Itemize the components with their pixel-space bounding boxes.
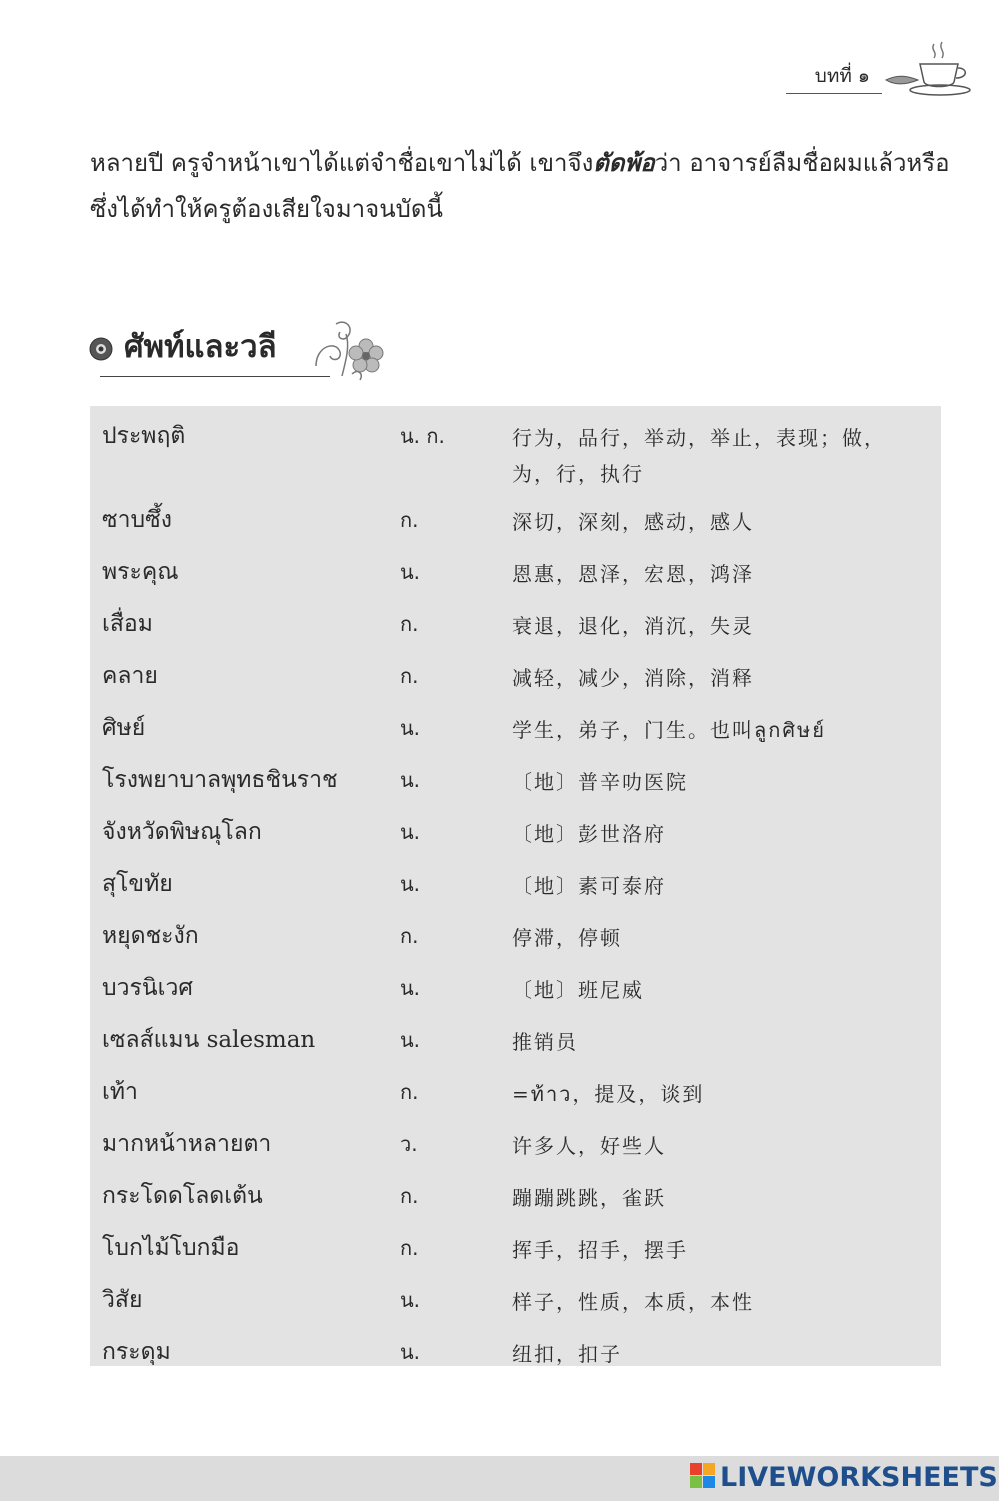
vocab-meaning: 蹦蹦跳跳，雀跃 xyxy=(512,1186,666,1210)
vocab-part-of-speech: ก. xyxy=(400,612,419,636)
flower-bullet-icon xyxy=(88,336,114,362)
vocab-row xyxy=(90,1218,941,1270)
vocab-word: โบกไม้โบกมือ xyxy=(102,1235,240,1261)
vocab-meaning: 停滞，停顿 xyxy=(512,926,622,950)
logo-square xyxy=(703,1463,715,1475)
vocab-row xyxy=(90,1010,941,1062)
vocab-word: วิสัย xyxy=(102,1287,143,1313)
vocab-part-of-speech: ก. xyxy=(400,508,419,532)
logo-square xyxy=(690,1476,702,1488)
vocab-word: หยุดชะงัก xyxy=(102,923,199,949)
liveworksheets-watermark xyxy=(690,1460,998,1496)
vocab-row xyxy=(90,958,941,1010)
vocab-word: โรงพยาบาลพุทธชินราช xyxy=(102,767,338,793)
vocab-meaning: 〔地〕班尼威 xyxy=(512,978,644,1002)
vocab-part-of-speech: ว. xyxy=(400,1132,418,1156)
vocab-row xyxy=(90,750,941,802)
vocab-part-of-speech: น. xyxy=(400,1288,421,1312)
coffee-cup-icon xyxy=(884,40,974,100)
vocab-meaning: 衰退，退化，消沉，失灵 xyxy=(512,614,754,638)
vocab-meaning: 减轻，减少，消除，消释 xyxy=(512,666,754,690)
vocabulary-table xyxy=(90,406,941,1366)
vocab-part-of-speech: น. xyxy=(400,872,421,896)
flower-ornament-icon xyxy=(306,316,396,386)
vocab-word: มากหน้าหลายตา xyxy=(102,1131,272,1157)
paragraph-line-1 xyxy=(90,140,950,186)
vocab-meaning: 许多人，好些人 xyxy=(512,1134,666,1158)
vocab-word: เสื่อม xyxy=(102,611,153,637)
vocab-meaning: 纽扣，扣子 xyxy=(512,1342,622,1366)
vocab-meaning: 〔地〕彭世洛府 xyxy=(512,822,666,846)
vocab-meaning: 恩惠，恩泽，宏恩，鸿泽 xyxy=(512,562,754,586)
paragraph-line-1-start: หลายปี ครูจำหน้าเขาได้แต่จำชื่อเขาไม่ได้ เขาจึง xyxy=(90,149,594,177)
vocab-row xyxy=(90,1270,941,1322)
vocab-part-of-speech: ก. xyxy=(400,924,419,948)
logo-square xyxy=(690,1463,702,1475)
vocab-row xyxy=(90,490,941,542)
paragraph-line-2: ซึ่งได้ทำให้ครูต้องเสียใจมาจนบัดนี้ xyxy=(90,195,443,223)
vocab-word: พระคุณ xyxy=(102,559,179,585)
vocab-part-of-speech: ก. xyxy=(400,664,419,688)
vocab-row xyxy=(90,1166,941,1218)
vocab-meaning: 学生，弟子，门生。也叫ลูกศิษย์ xyxy=(512,718,826,742)
vocab-word: ประพฤติ xyxy=(102,423,186,449)
vocab-word: บวรนิเวศ xyxy=(102,975,193,1001)
vocab-row xyxy=(90,906,941,958)
vocab-meaning: 行为，品行，举动，举止，表现；做，为，行，执行 xyxy=(512,426,886,486)
vocab-word: กระดุม xyxy=(102,1339,171,1365)
vocab-word: ซาบซึ้ง xyxy=(102,507,172,533)
section-heading xyxy=(88,316,398,382)
vocab-row xyxy=(90,542,941,594)
emphasized-word: ตัดพ้อ xyxy=(593,148,655,177)
section-title: ศัพท์และวลี xyxy=(124,329,277,365)
vocab-part-of-speech: น. xyxy=(400,560,421,584)
section-underline xyxy=(100,376,330,377)
liveworksheets-logo-icon xyxy=(690,1463,716,1489)
vocab-row xyxy=(90,854,941,906)
vocab-row xyxy=(90,1114,941,1166)
vocab-word: กระโดดโลดเต้น xyxy=(102,1183,263,1209)
vocab-part-of-speech: ก. xyxy=(400,1184,419,1208)
vocab-meaning: 样子，性质，本质，本性 xyxy=(512,1290,754,1314)
vocab-row xyxy=(90,1062,941,1114)
vocab-meaning: 〔地〕素可泰府 xyxy=(512,874,666,898)
vocab-part-of-speech: น. xyxy=(400,976,421,1000)
vocab-word: เซลส์แมน salesman xyxy=(102,1027,316,1053)
chapter-label-text: บทที่ ๑ xyxy=(814,65,870,87)
chapter-label xyxy=(786,58,882,94)
vocab-row xyxy=(90,646,941,698)
vocab-part-of-speech: น. xyxy=(400,716,421,740)
vocab-part-of-speech: น. xyxy=(400,820,421,844)
vocab-row xyxy=(90,594,941,646)
vocab-row xyxy=(90,406,941,492)
intro-paragraph xyxy=(90,140,950,232)
vocab-word: เท้า xyxy=(102,1079,138,1105)
vocab-part-of-speech: ก. xyxy=(400,1236,419,1260)
vocab-word: สุโขทัย xyxy=(102,871,173,897)
logo-square xyxy=(703,1476,715,1488)
vocab-meaning: 推销员 xyxy=(512,1030,578,1054)
vocab-part-of-speech: น. ก. xyxy=(400,424,445,448)
vocab-meaning: =ท้าว，提及，谈到 xyxy=(512,1082,705,1106)
vocab-word: ศิษย์ xyxy=(102,715,146,741)
paragraph-line-1-end: ว่า อาจารย์ลืมชื่อผมแล้วหรือ xyxy=(654,149,950,177)
vocab-word: จังหวัดพิษณุโลก xyxy=(102,819,262,845)
vocab-row xyxy=(90,802,941,854)
vocab-part-of-speech: น. xyxy=(400,1340,421,1364)
vocab-row xyxy=(90,1322,941,1374)
vocab-part-of-speech: ก. xyxy=(400,1080,419,1104)
vocab-word: คลาย xyxy=(102,663,158,689)
vocab-meaning: 深切，深刻，感动，感人 xyxy=(512,510,754,534)
vocab-meaning: 〔地〕普辛叻医院 xyxy=(512,770,688,794)
vocab-part-of-speech: น. xyxy=(400,1028,421,1052)
watermark-text: LIVEWORKSHEETS xyxy=(720,1462,998,1493)
vocab-part-of-speech: น. xyxy=(400,768,421,792)
vocab-row xyxy=(90,698,941,750)
vocab-meaning: 挥手，招手，摆手 xyxy=(512,1238,688,1262)
